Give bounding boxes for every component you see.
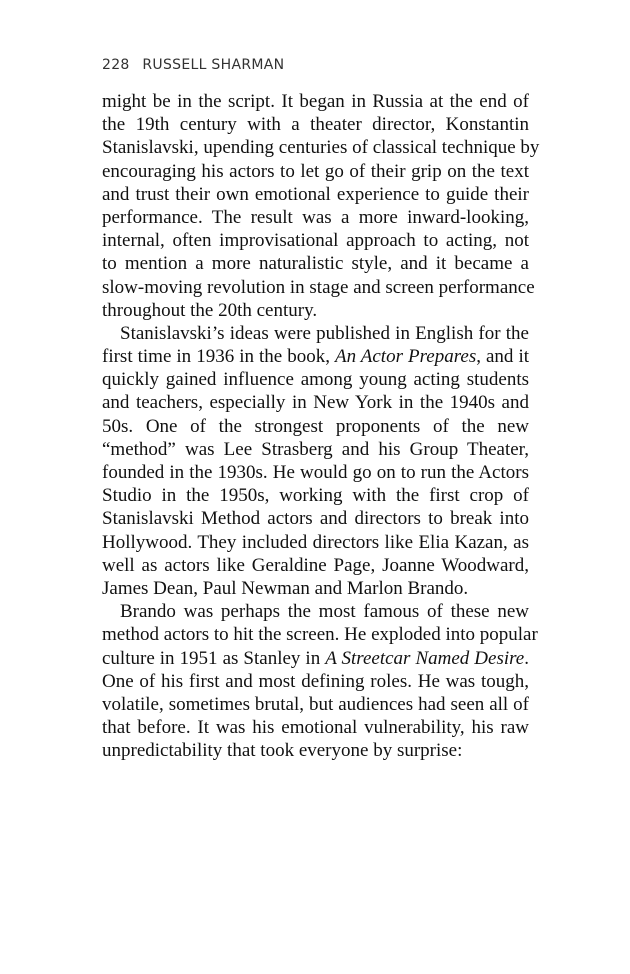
- text-line: that before. It was his emotional vulnerability, his raw: [102, 717, 529, 739]
- paragraph: [102, 322, 529, 600]
- running-head: [102, 57, 284, 73]
- paragraph: [102, 90, 540, 322]
- text-line: to mention a more naturalistic style, and it became a: [102, 253, 529, 275]
- text-line: 50s. One of the strongest proponents of the new: [102, 415, 529, 437]
- text-line: Stanislavski, upending centuries of classical technique by: [102, 137, 540, 159]
- text-line: Studio in the 1950s, working with the first crop of: [102, 485, 529, 507]
- text-line: Stanislavski Method actors and directors to break into: [102, 508, 529, 530]
- text-line: founded in the 1930s. He would go on to run the Actors: [102, 462, 529, 483]
- page-number: 228: [102, 57, 130, 73]
- text-line: [102, 647, 529, 670]
- text-line: and teachers, especially in New York in the 1940s and: [102, 392, 529, 414]
- text-line: quickly gained influence among young acting students: [102, 369, 529, 391]
- text-line: the 19th century with a theater director, Konstantin: [102, 114, 529, 136]
- text-line: Hollywood. They included directors like Elia Kazan, as: [102, 531, 529, 553]
- text-run: culture in 1951 as Stanley in: [102, 647, 326, 669]
- text-line: volatile, sometimes brutal, but audiences had seen all of: [102, 693, 529, 715]
- text-line: encouraging his actors to let go of their grip on the text: [102, 160, 529, 182]
- text-run: .: [524, 647, 529, 669]
- text-line: unpredictability that took everyone by surprise:: [102, 740, 463, 762]
- paragraph: [102, 600, 538, 762]
- text-line: Brando was perhaps the most famous of these new: [120, 601, 529, 623]
- text-line: performance. The result was a more inward-looking,: [102, 206, 529, 228]
- text-line: and trust their own emotional experience to guide their: [102, 183, 529, 205]
- text-run: , and it: [476, 346, 529, 368]
- body-text: [102, 90, 540, 762]
- text-line: James Dean, Paul Newman and Marlon Brando.: [102, 577, 469, 599]
- text-line: [102, 345, 529, 368]
- text-line: One of his first and most defining roles. He was tough,: [102, 670, 529, 692]
- text-line: Stanislavski’s ideas were published in English for the: [120, 322, 529, 344]
- text-line: throughout the 20th century.: [102, 299, 318, 321]
- book-title: An Actor Prepares: [334, 346, 477, 368]
- text-line: might be in the script. It began in Russia at the end of: [102, 91, 529, 112]
- film-title: A Streetcar Named Desire: [325, 647, 525, 669]
- text-line: slow-moving revolution in stage and screen performance: [102, 276, 535, 298]
- text-line: internal, often improvisational approach to acting, not: [102, 230, 529, 252]
- text-line: “method” was Lee Strasberg and his Group Theater,: [102, 438, 529, 460]
- author-name: RUSSELL SHARMAN: [142, 57, 285, 73]
- text-line: well as actors like Geraldine Page, Joanne Woodward,: [102, 554, 529, 576]
- text-run: first time in 1936 in the book,: [102, 346, 335, 368]
- text-line: method actors to hit the screen. He exploded into popular: [102, 624, 538, 646]
